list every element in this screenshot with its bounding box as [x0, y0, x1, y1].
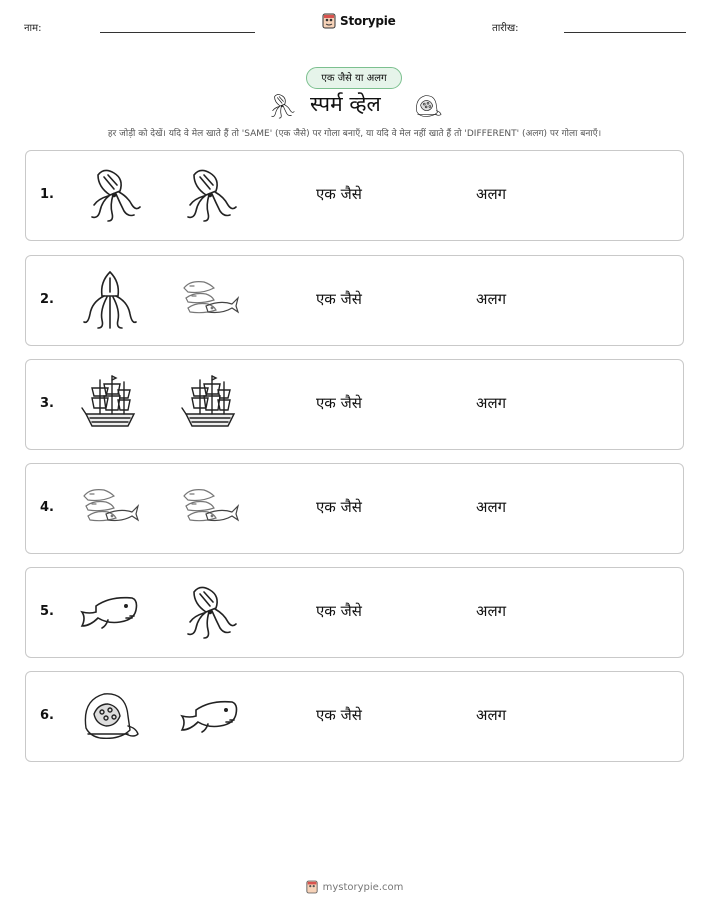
same-option[interactable]: एक जैसे [316, 498, 362, 516]
same-option[interactable]: एक जैसे [316, 394, 362, 412]
brand-logo [322, 13, 396, 29]
ambergris-whale-icon [412, 92, 444, 120]
pair-row-1 [25, 150, 684, 241]
pair-row-2 [25, 255, 684, 346]
different-option[interactable]: अलग [476, 185, 507, 203]
same-option[interactable]: एक जैसे [316, 602, 362, 620]
squid-icon [180, 165, 240, 225]
page-title: स्पर्म व्हेल [310, 92, 381, 116]
row-number: 6. [40, 708, 54, 723]
sperm-whale-icon [180, 686, 240, 746]
pair-row-6 [25, 671, 684, 762]
date-label: तारीख: [492, 23, 519, 34]
same-option[interactable]: एक जैसे [316, 185, 362, 203]
pair-row-4 [25, 463, 684, 554]
storypie-logo-icon [322, 13, 336, 29]
brand-name: Storypie [340, 14, 396, 28]
name-field-line[interactable] [100, 32, 255, 33]
whale-pod-icon [180, 270, 240, 330]
row-number: 1. [40, 187, 54, 202]
sperm-whale-icon [80, 582, 140, 642]
whale-pod-icon [180, 478, 240, 538]
footer-url[interactable]: mystorypie.com [322, 881, 404, 893]
row-number: 4. [40, 500, 54, 515]
row-number: 2. [40, 292, 54, 307]
different-option[interactable]: अलग [476, 602, 507, 620]
name-label: नाम: [24, 23, 42, 34]
different-option[interactable]: अलग [476, 706, 507, 724]
squid-icon [268, 92, 296, 120]
different-option[interactable]: अलग [476, 394, 507, 412]
footer [0, 880, 709, 894]
row-number: 5. [40, 604, 54, 619]
same-option[interactable]: एक जैसे [316, 706, 362, 724]
different-option[interactable]: अलग [476, 290, 507, 308]
ambergris-whale-icon [80, 686, 140, 746]
date-field-line[interactable] [564, 32, 686, 33]
ship-icon [180, 374, 240, 434]
squid-icon [84, 165, 144, 225]
storypie-logo-icon [306, 880, 318, 894]
same-option[interactable]: एक जैसे [316, 290, 362, 308]
squid-icon [180, 582, 240, 642]
squid-icon [80, 270, 140, 330]
whale-pod-icon [80, 478, 140, 538]
pair-row-3 [25, 359, 684, 450]
row-number: 3. [40, 396, 54, 411]
instructions: हर जोड़ी को देखें। यदि वे मेल खाते हैं तो 'SAME' (एक जैसे) पर गोला बनाएँ, या यदि वे मेल नहीं खाते हैं तो 'DIFFERENT' (अलग) पर गोला बनाएँ। [107, 129, 602, 139]
ship-icon [80, 374, 140, 434]
activity-badge: एक जैसे या अलग [306, 67, 402, 89]
different-option[interactable]: अलग [476, 498, 507, 516]
pair-row-5 [25, 567, 684, 658]
